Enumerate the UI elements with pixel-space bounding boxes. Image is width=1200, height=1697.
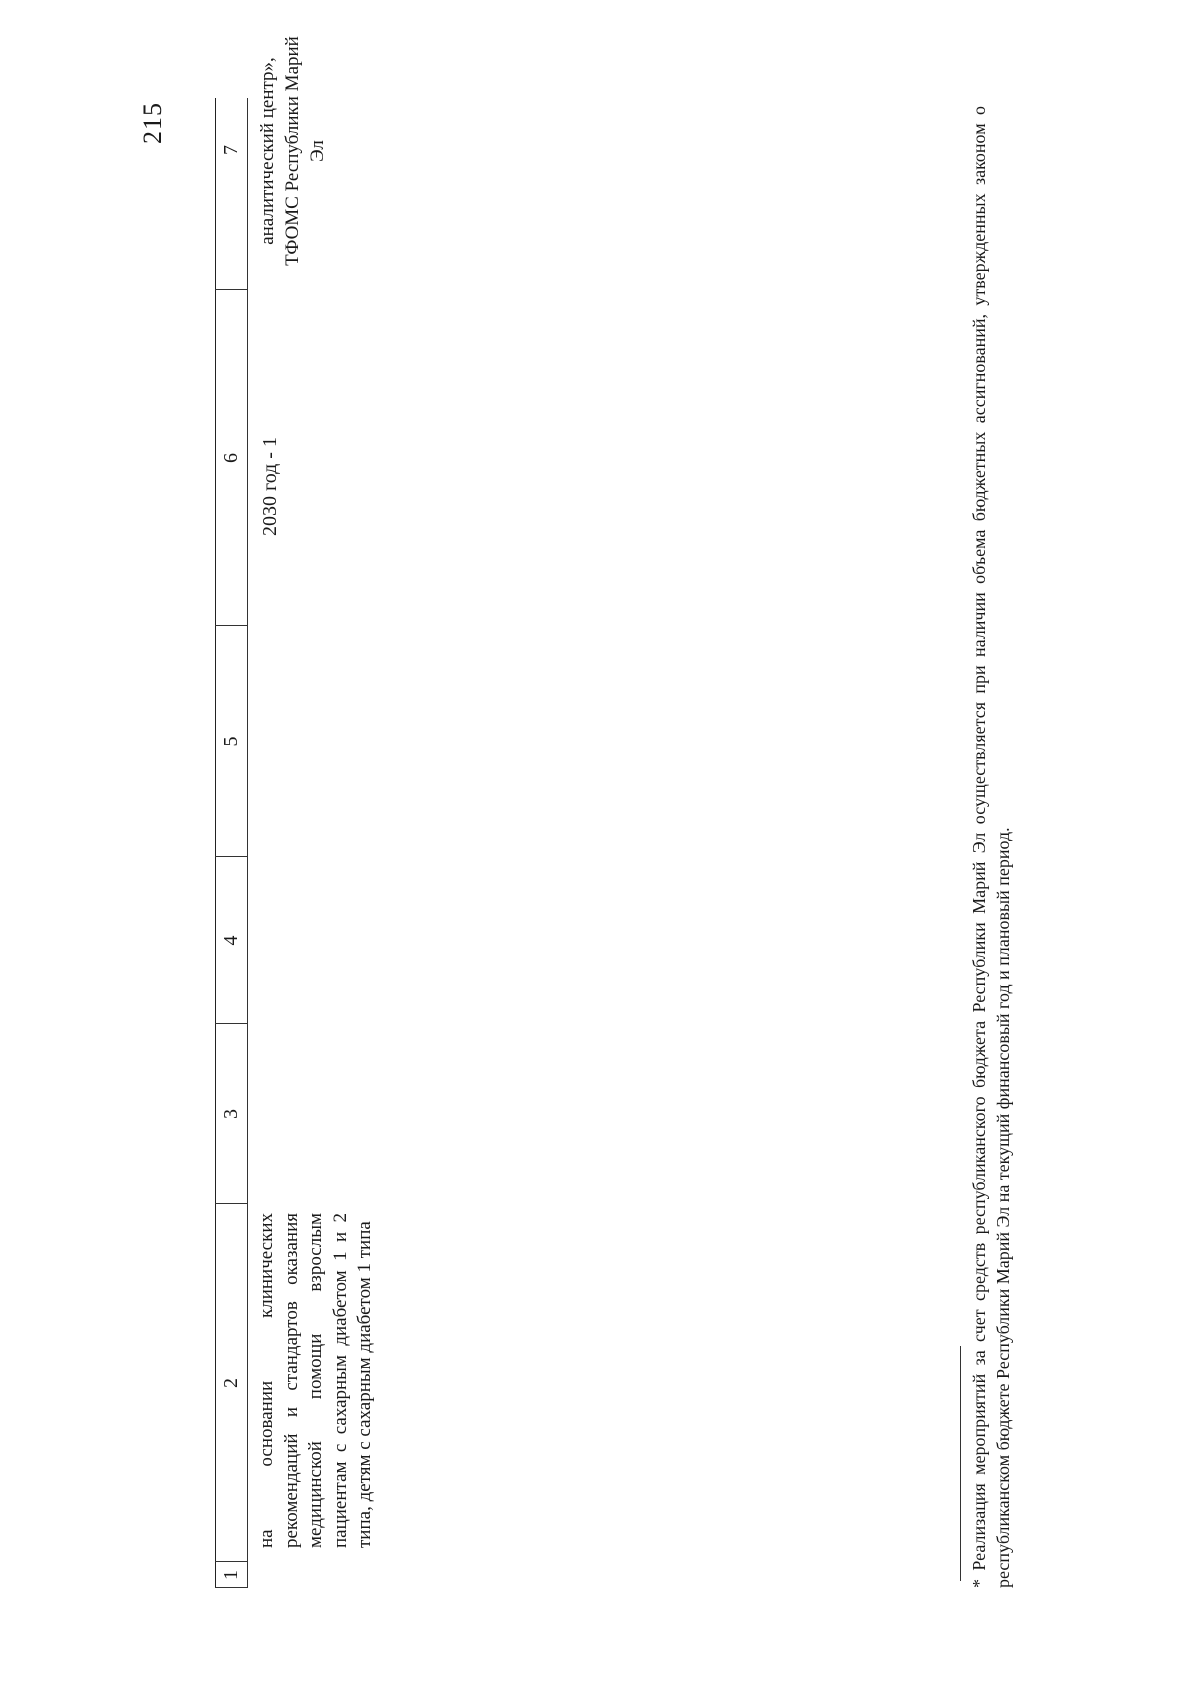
column-number-5: 5 xyxy=(220,736,242,747)
column-number-6: 6 xyxy=(220,453,242,463)
page-number: 215 xyxy=(138,102,167,144)
column-number-7: 7 xyxy=(220,145,242,155)
column-number-1: 1 xyxy=(220,1570,242,1580)
cell-year-value: 2030 год - 1 xyxy=(259,437,281,536)
footnote-separator xyxy=(960,1346,961,1581)
table-header-border xyxy=(247,98,248,1588)
column-number-2: 2 xyxy=(220,1378,242,1388)
column-number-4: 4 xyxy=(220,935,242,946)
table xyxy=(215,36,935,1588)
cell-responsible: аналитический центр», ТФОМС Республики Марий Эл xyxy=(257,36,328,266)
cell-description: на основании клинических рекомендаций и стандартов оказания медицинской помощи взрослым пациентам с сахарным диабетом 1 и 2 типа, детям с сахарным диабетом 1 типа xyxy=(256,1213,375,1548)
rotated-page-content xyxy=(215,36,1013,1588)
footnote: * Реализация мероприятий за счет средств республиканского бюджета Республики Марий Эл осуществляется при наличии объема бюджетных ассигнований, утвержденных законом о республиканском бюджете Республики Марий Эл на текущий финансовый год и плановый период. xyxy=(969,106,1013,1588)
column-number-3: 3 xyxy=(220,1109,242,1119)
